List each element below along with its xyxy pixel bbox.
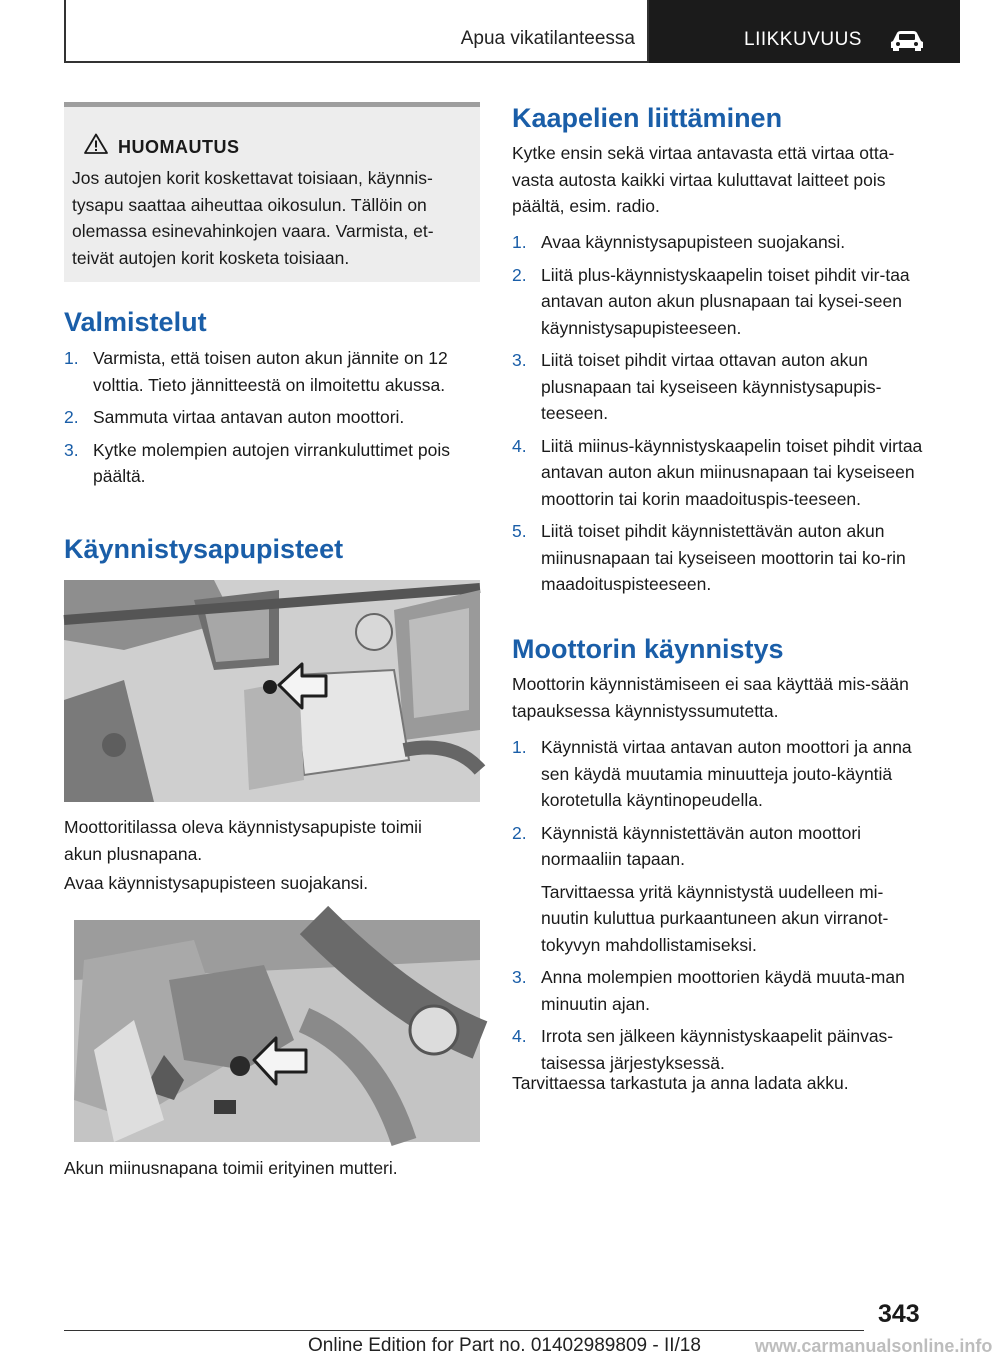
header-section-title: Apua vikatilanteessa [460, 28, 635, 49]
list-item [512, 229, 927, 256]
step-number: 1. [512, 737, 527, 757]
step-number: 2. [64, 407, 79, 427]
step-text: Liitä toiset pihdit käynnistettävän auton akun miinusnapaan tai kyseiseen moottorin tai ko‐rin maadoituspisteeseen. [541, 521, 906, 594]
footer-edition: Online Edition for Part no. 01402989809 - II/18 [308, 1335, 701, 1356]
step-number: 3. [64, 439, 79, 460]
step-number: 1. [512, 232, 527, 252]
notice-box [64, 102, 480, 282]
list-item [512, 734, 927, 814]
points-heading: Käynnistysapupisteet [64, 534, 344, 564]
list-item [512, 518, 927, 598]
header-chapter-box [649, 0, 960, 63]
start-intro: Moottorin käynnistämiseen ei saa käyttää mis‐sään tapauksessa käynnistyssumutetta. [512, 674, 909, 721]
page-number: 343 [878, 1300, 920, 1328]
step-number: 2. [512, 822, 527, 843]
step-number: 3. [512, 350, 527, 370]
list-item [512, 1023, 927, 1076]
prep-steps [64, 345, 464, 496]
step-number: 4. [512, 1026, 527, 1046]
points-caption-1: Moottoritilassa oleva käynnistysapupiste toimii akun plusnapana. [64, 817, 422, 864]
start-steps [512, 734, 927, 1082]
list-item [512, 347, 927, 427]
connect-steps [512, 229, 927, 604]
footer-divider [64, 1330, 864, 1331]
list-item [512, 964, 927, 1017]
header-section-box [64, 0, 649, 63]
list-item [64, 404, 464, 431]
engine-photo-minus [74, 920, 480, 1142]
footer-watermark: www.carmanualsonline.info [755, 1336, 992, 1356]
list-item [512, 433, 927, 513]
step-note: Tarvittaessa yritä käynnistystä uudelleen mi‐nuutin kuluttua purkaantuneen akun virranot‐tokyvyn mahdollistamiseksi. [541, 881, 889, 955]
step-text: Irrota sen jälkeen käynnistyskaapelit päinvas‐taisessa järjestyksessä. [541, 1026, 894, 1073]
step-text: Liitä plus-käynnistyskaapelin toiset pihdit vir‐taa antavan auton akun plusnapaan tai kysei‐seen käynnistysapupisteeseen. [541, 264, 910, 338]
list-item [512, 262, 927, 342]
step-number: 1. [64, 348, 79, 368]
step-text: Avaa käynnistysapupisteen suojakansi. [541, 232, 846, 252]
step-number: 5. [512, 521, 527, 541]
connect-intro: Kytke ensin sekä virtaa antavasta että virtaa otta‐vasta autosta kaikki virtaa kuluttavat laitteet pois päältä, esim. radio. [512, 143, 895, 216]
points-caption-2: Avaa käynnistysapupisteen suojakansi. [64, 873, 369, 893]
warning-triangle-icon [84, 133, 108, 154]
header-chapter-title: LIIKKUVUUS [744, 29, 862, 50]
list-item [512, 820, 927, 959]
step-text: Kytke molempien autojen virrankuluttimet pois päältä. [93, 439, 450, 486]
step-text: Varmista, että toisen auton akun jännite on 12 volttia. Tieto jännitteestä on ilmoitettu akussa. [93, 348, 448, 395]
notice-title: HUOMAUTUS [118, 137, 240, 157]
step-number: 2. [512, 264, 527, 285]
prep-heading: Valmistelut [64, 307, 207, 337]
step-text: Liitä toiset pihdit virtaa ottavan auton akun plusnapaan tai kyseiseen käynnistysapupis‐teeseen. [541, 350, 882, 423]
engine-photo-plus [64, 580, 480, 802]
start-heading: Moottorin käynnistys [512, 634, 784, 664]
list-item [64, 437, 464, 490]
step-text: Liitä miinus-käynnistyskaapelin toiset pihdit virtaa antavan auton akun miinusnapaan tai kyseiseen moottorin tai korin maadoituspis‐teeseen. [541, 435, 923, 509]
connect-heading: Kaapelien liittäminen [512, 103, 783, 133]
start-outro: Tarvittaessa tarkastuta ja anna ladata akku. [512, 1073, 849, 1093]
notice-text: Jos autojen korit koskettavat toisiaan, käynnis‐tysapu saattaa aiheuttaa oikosulun. Tällöin on olemassa esinevahinkojen vaara. Varmista, et‐teivät autojen korit kosketa toisiaan. [72, 168, 434, 268]
car-icon [889, 29, 925, 51]
points-caption-3: Akun miinusnapana toimii erityinen mutteri. [64, 1158, 398, 1178]
step-number: 3. [512, 967, 527, 987]
step-text: Käynnistä käynnistettävän auton moottori normaaliin tapaan. [541, 822, 862, 869]
step-text: Sammuta virtaa antavan auton moottori. [93, 407, 405, 427]
step-text: Käynnistä virtaa antavan auton moottori ja anna sen käydä muutamia minuutteja jouto‐käyntiä korotetulla käyntinopeudella. [541, 737, 912, 810]
step-text: Anna molempien moottorien käydä muuta‐man minuutin ajan. [541, 967, 905, 1014]
list-item [64, 345, 464, 398]
step-number: 4. [512, 435, 527, 456]
